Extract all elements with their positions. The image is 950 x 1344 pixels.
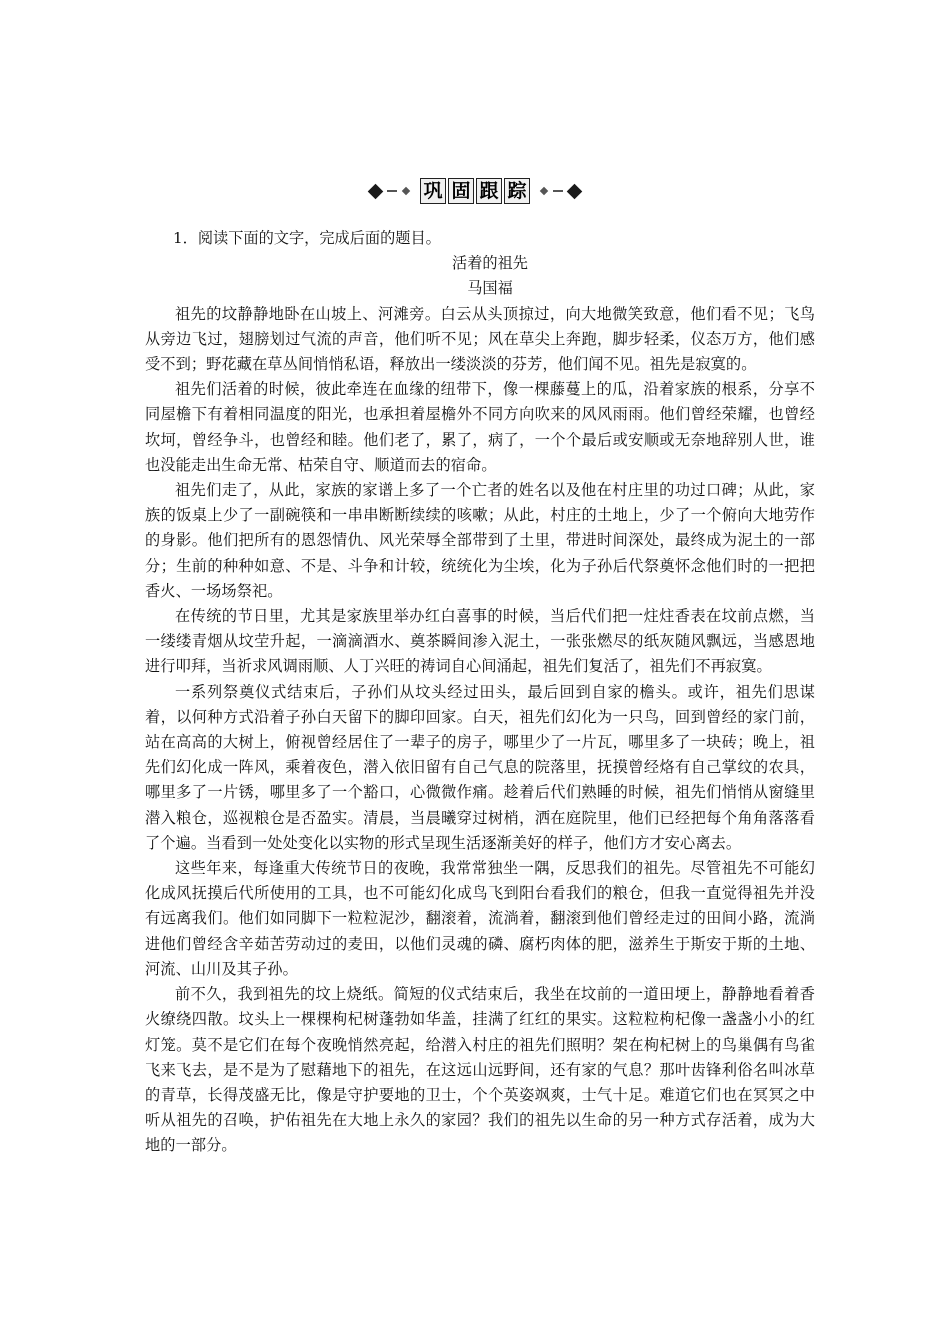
diamond-icon — [368, 183, 384, 199]
dash-decoration — [387, 190, 397, 192]
section-title-char: 踪 — [504, 178, 530, 204]
article-paragraph: 这些年来，每逢重大传统节日的夜晚，我常常独坐一隅，反思我们的祖先。尽管祖先不可能幻化成风抚摸后代所使用的工具，也不可能幻化成鸟飞到阳台看我们的粮仓，但我一直觉得祖先并没有远离我们。他们如同脚下一粒粒泥沙，翻滚着，流淌着，翻滚到他们曾经走过的田间小路，流淌进他们曾经含辛茹苦劳动过的麦田，以他们灵魂的磷、腐朽肉体的肥，滋养生于斯安于斯的土地、河流、山川及其子孙。 — [145, 859, 815, 978]
article-paragraph: 祖先们活着的时候，彼此牵连在血缘的纽带下，像一棵藤蔓上的瓜，沿着家族的根系，分享不同屋檐下有着相同温度的阳光，也承担着屋檐外不同方向吹来的风风雨雨。他们曾经荣耀，也曾经坎坷，曾经争斗，也曾经和睦。他们老了，累了，病了，一个个最后或安顺或无奈地辞别人世，谁也没能走出生命无常、枯荣自守、顺道而去的宿命。 — [145, 380, 815, 474]
diamond-icon — [540, 187, 548, 195]
question-instruction: 1．阅读下面的文字，完成后面的题目。 — [173, 229, 441, 247]
diamond-icon — [402, 187, 410, 195]
article-paragraph: 前不久，我到祖先的坟上烧纸。简短的仪式结束后，我坐在坟前的一道田埂上，静静地看着香火缭绕四散。坟头上一棵棵枸杞树蓬勃如华盖，挂满了红红的果实。这粒粒枸杞像一盏盏小小的红灯笼。莫不是它们在每个夜晚悄然亮起，给潜入村庄的祖先们照明？架在枸杞树上的鸟巢偶有鸟雀飞来飞去，是不是为了慰藉地下的祖先，在这远山远野间，还有家的气息？那叶齿锋利俗名叫冰草的青草，长得茂盛无比，像是守护要地的卫士，个个英姿飒爽，士气十足。难道它们也在冥冥之中听从祖先的召唤，护佑祖先在大地上永久的家园？我们的祖先以生命的另一种方式存活着，成为大地的一部分。 — [145, 985, 815, 1155]
question-content — [145, 226, 815, 1159]
section-header — [0, 176, 950, 206]
article-paragraph: 一系列祭奠仪式结束后，子孙们从坟头经过田头，最后回到自家的檐头。或许，祖先们思谋着，以何种方式沿着子孙白天留下的脚印回家。白天，祖先们幻化为一只鸟，回到曾经的家门前，站在高高的大树上，俯视曾经居住了一辈子的房子，哪里少了一片瓦，哪里多了一块砖；晚上，祖先们幻化成一阵风，乘着夜色，潜入依旧留有自己气息的院落里，抚摸曾经烙有自己掌纹的农具，哪里多了一片锈，哪里多了一个豁口，心微微作痛。趁着后代们熟睡的时候，祖先们悄悄从窗缝里潜入粮仓，巡视粮仓是否盈实。清晨，当晨曦穿过树梢，洒在庭院里，他们已经把每个角角落落看了个遍。当看到一处处变化以实物的形式呈现生活逐渐美好的样子，他们方才安心离去。 — [145, 682, 815, 852]
article-paragraph: 祖先的坟静静地卧在山坡上、河滩旁。白云从头顶掠过，向大地微笑致意，他们看不见；飞鸟从旁边飞过，翅膀划过气流的声音，他们听不见；风在草尖上奔跑，脚步轻柔，仪态万方，他们感受不到；野花藏在草丛间悄悄私语，释放出一缕淡淡的芬芳，他们闻不见。祖先是寂寞的。 — [145, 304, 815, 374]
dash-decoration — [553, 190, 563, 192]
article-paragraph: 祖先们走了，从此，家族的家谱上多了一个亡者的姓名以及他在村庄里的功过口碑；从此，家族的饭桌上少了一副碗筷和一串串断断续续的咳嗽；从此，村庄的土地上，少了一个俯向大地劳作的身影。他们把所有的恩怨情仇、风光荣辱全部带到了土里，带进时间深处，最终成为泥土的一部分；生前的种种如意、不是、斗争和计较，统统化为尘埃，化为子孙后代祭奠怀念他们时的一把把香火、一场场祭祀。 — [145, 481, 815, 600]
section-title — [419, 178, 531, 204]
section-title-char: 固 — [448, 178, 474, 204]
right-ornament — [537, 186, 584, 197]
left-ornament — [366, 186, 413, 197]
diamond-icon — [567, 183, 583, 199]
article-paragraph: 在传统的节日里，尤其是家族里举办红白喜事的时候，当后代们把一炷炷香表在坟前点燃，当一缕缕青烟从坟茔升起，一滴滴酒水、奠茶瞬间渗入泥土，一张张燃尽的纸灰随风飘远，当感恩地进行叩拜，当祈求风调雨顺、人丁兴旺的祷词自心间涌起，祖先们复活了，祖先们不再寂寞。 — [145, 607, 815, 676]
article-author: 马国福 — [467, 279, 513, 298]
section-title-char: 巩 — [420, 178, 446, 204]
article-title: 活着的祖先 — [452, 254, 528, 273]
section-title-char: 跟 — [476, 178, 502, 204]
